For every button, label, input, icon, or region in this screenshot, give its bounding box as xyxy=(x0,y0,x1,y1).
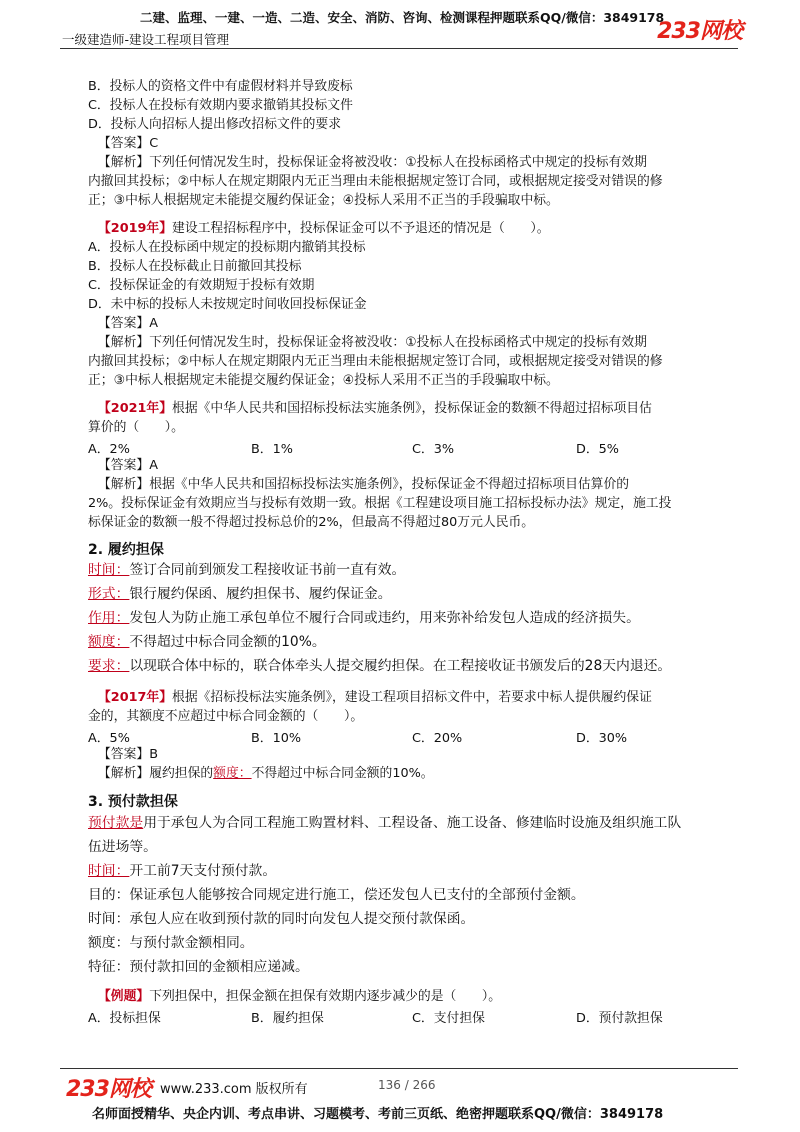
answer-label: 【答案】 xyxy=(98,458,150,473)
analysis-pre: 履约担保的 xyxy=(149,766,214,781)
section3-definition-line-2: 伍进场等。 xyxy=(88,839,157,855)
label: 形式： xyxy=(88,586,130,602)
q2017-option-c: C．20% xyxy=(412,731,463,746)
q2017-analysis xyxy=(98,765,434,783)
q2021-option-d: D．5% xyxy=(576,442,619,457)
q2021-analysis-line-3: 标保证金的数额一般不得超过投标总价的2%，但最高不得超过80万元人民币。 xyxy=(88,515,535,530)
text: 银行履约保函、履约担保书、履约保证金。 xyxy=(129,586,392,602)
label: 预付款是 xyxy=(88,815,144,831)
q2019-option-c: C．投标保证金的有效期短于投标有效期 xyxy=(88,278,315,293)
footer-site[interactable]: www.233.com 版权所有 xyxy=(160,1082,308,1097)
q2021-question-line-1 xyxy=(98,400,652,418)
q2021-option-b: B．1% xyxy=(251,442,293,457)
example-option-d: D．预付款担保 xyxy=(576,1011,663,1026)
example-question xyxy=(98,988,501,1006)
section2-amount xyxy=(88,630,326,654)
label: 时间： xyxy=(88,562,130,578)
text: 发包人为防止施工承包单位不履行合同或违约，用来弥补给发包人造成的经济损失。 xyxy=(129,610,640,626)
q2021-analysis-line-1 xyxy=(98,476,629,494)
text: 开工前7天支付预付款。 xyxy=(129,863,277,879)
q2019-text: 建设工程招标程序中，投标保证金可以不予退还的情况是（ ）。 xyxy=(172,221,550,236)
page-number: 136 / 266 xyxy=(378,1078,436,1092)
answer-value: A xyxy=(149,458,158,473)
q2019-analysis-line-1 xyxy=(98,334,647,352)
q2017-answer xyxy=(98,746,158,764)
section3-purpose: 目的：保证承包人能够按合同规定进行施工，偿还发包人已支付的全部预付金额。 xyxy=(88,887,585,903)
section3-heading: 3. 预付款担保 xyxy=(88,794,178,810)
q2021-question-line-2: 算价的（ ）。 xyxy=(88,420,184,435)
answer-value: C xyxy=(149,136,159,151)
prev-option-d: D．投标人向招标人提出修改招标文件的要求 xyxy=(88,117,341,132)
example-tag: 【例题】 xyxy=(98,989,150,1004)
q2021-answer xyxy=(98,457,158,475)
q2019-question xyxy=(98,220,550,238)
section3-time2: 时间：承包人应在收到预付款的同时向发包人提交预付款保函。 xyxy=(88,911,475,927)
answer-value: A xyxy=(149,316,158,331)
analysis-text: 下列任何情况发生时，投标保证金将被没收：①投标人在投标函格式中规定的投标有效期 xyxy=(149,155,647,170)
q2017-option-d: D．30% xyxy=(576,731,628,746)
section3-feature: 特征：预付款扣回的金额相应递减。 xyxy=(88,959,309,975)
q2017-tag: 【2017年】 xyxy=(98,690,173,705)
analysis-label: 【解析】 xyxy=(98,766,150,781)
section2-form xyxy=(88,582,392,606)
q2019-answer xyxy=(98,315,158,333)
example-option-a: A．投标担保 xyxy=(88,1011,161,1026)
section2-requirement xyxy=(88,654,671,678)
q2017-text: 根据《招标投标法实施条例》，建设工程项目招标文件中，若要求中标人提供履约保证 xyxy=(172,690,652,705)
q2017-option-b: B．10% xyxy=(251,731,302,746)
footer-contact-line: 名师面授精华、央企内训、考点串讲、习题模考、考前三页纸、绝密押题联系QQ/微信：3849178 xyxy=(92,1107,664,1122)
q2021-option-c: C．3% xyxy=(412,442,455,457)
q2021-text: 根据《中华人民共和国招标投标法实施条例》，投标保证金的数额不得超过招标项目估 xyxy=(172,401,652,416)
analysis-label: 【解析】 xyxy=(98,335,150,350)
section3-amount: 额度：与预付款金额相同。 xyxy=(88,935,254,951)
answer-label: 【答案】 xyxy=(98,136,150,151)
q2019-analysis-line-2: 内撤回其投标；②中标人在规定期限内无正当理由未能根据规定签订合同，或根据规定接受对错误的修 xyxy=(88,354,663,369)
prev-answer xyxy=(98,135,158,153)
example-option-c: C．支付担保 xyxy=(412,1011,485,1026)
prev-analysis-line-1 xyxy=(98,154,647,172)
q2021-tag: 【2021年】 xyxy=(98,401,173,416)
text: 不得超过中标合同金额的10%。 xyxy=(129,634,326,650)
footer-divider xyxy=(60,1068,738,1069)
label: 要求： xyxy=(88,658,130,674)
header-contact-line: 二建、监理、一建、一造、二造、安全、消防、咨询、检测课程押题联系QQ/微信：3849178 xyxy=(140,10,665,25)
label: 额度： xyxy=(88,634,130,650)
q2017-question-line-1 xyxy=(98,689,652,707)
analysis-key: 额度： xyxy=(213,766,252,781)
label: 时间： xyxy=(88,863,130,879)
label: 作用： xyxy=(88,610,130,626)
q2021-option-a: A．2% xyxy=(88,442,130,457)
analysis-post: 不得超过中标合同金额的10%。 xyxy=(251,766,434,781)
analysis-label: 【解析】 xyxy=(98,155,150,170)
prev-option-c: C．投标人在投标有效期内要求撤销其投标文件 xyxy=(88,98,353,113)
q2019-option-b: B．投标人在投标截止日前撤回其投标 xyxy=(88,259,302,274)
document-subtitle: 一级建造师-建设工程项目管理 xyxy=(62,32,230,47)
example-option-b: B．履约担保 xyxy=(251,1011,324,1026)
analysis-label: 【解析】 xyxy=(98,477,150,492)
section3-time xyxy=(88,859,276,883)
prev-analysis-line-2: 内撤回其投标；②中标人在规定期限内无正当理由未能根据规定签订合同，或根据规定接受对错误的修 xyxy=(88,174,663,189)
q2019-option-a: A．投标人在投标函中规定的投标期内撤销其投标 xyxy=(88,240,366,255)
section2-role xyxy=(88,606,640,630)
q2019-option-d: D．未中标的投标人未按规定时间收回投标保证金 xyxy=(88,297,367,312)
answer-label: 【答案】 xyxy=(98,747,150,762)
answer-value: B xyxy=(149,747,158,762)
brand-logo: 233网校 xyxy=(657,19,742,44)
q2021-analysis-line-2: 2%。投标保证金有效期应当与投标有效期一致。根据《工程建设项目施工招标投标办法》规定，施工投 xyxy=(88,496,672,511)
example-text: 下列担保中，担保金额在担保有效期内逐步减少的是（ ）。 xyxy=(149,989,502,1004)
text: 以现联合体中标的，联合体牵头人提交履约担保。在工程接收证书颁发后的28天内退还。 xyxy=(129,658,672,674)
answer-label: 【答案】 xyxy=(98,316,150,331)
analysis-text: 根据《中华人民共和国招标投标法实施条例》，投标保证金不得超过招标项目估算价的 xyxy=(149,477,630,492)
q2017-question-line-2: 金的，其额度不应超过中标合同金额的（ ）。 xyxy=(88,709,364,724)
section2-time xyxy=(88,558,405,582)
analysis-text: 下列任何情况发生时，投标保证金将被没收：①投标人在投标函格式中规定的投标有效期 xyxy=(149,335,647,350)
q2017-option-a: A．5% xyxy=(88,731,130,746)
q2019-analysis-line-3: 正；③中标人根据规定未能提交履约保证金；④投标人采用不正当的手段骗取中标。 xyxy=(88,373,559,388)
section3-definition-line-1 xyxy=(88,811,681,835)
prev-option-b: B．投标人的资格文件中有虚假材料并导致废标 xyxy=(88,79,353,94)
q2019-tag: 【2019年】 xyxy=(98,221,173,236)
text: 签订合同前到颁发工程接收证书前一直有效。 xyxy=(129,562,406,578)
section2-heading: 2. 履约担保 xyxy=(88,542,164,558)
prev-analysis-line-3: 正；③中标人根据规定未能提交履约保证金；④投标人采用不正当的手段骗取中标。 xyxy=(88,193,559,208)
header-divider xyxy=(60,48,738,49)
text: 用于承包人为合同工程施工购置材料、工程设备、施工设备、修建临时设施及组织施工队 xyxy=(143,815,682,831)
footer-logo: 233网校 xyxy=(66,1077,151,1102)
